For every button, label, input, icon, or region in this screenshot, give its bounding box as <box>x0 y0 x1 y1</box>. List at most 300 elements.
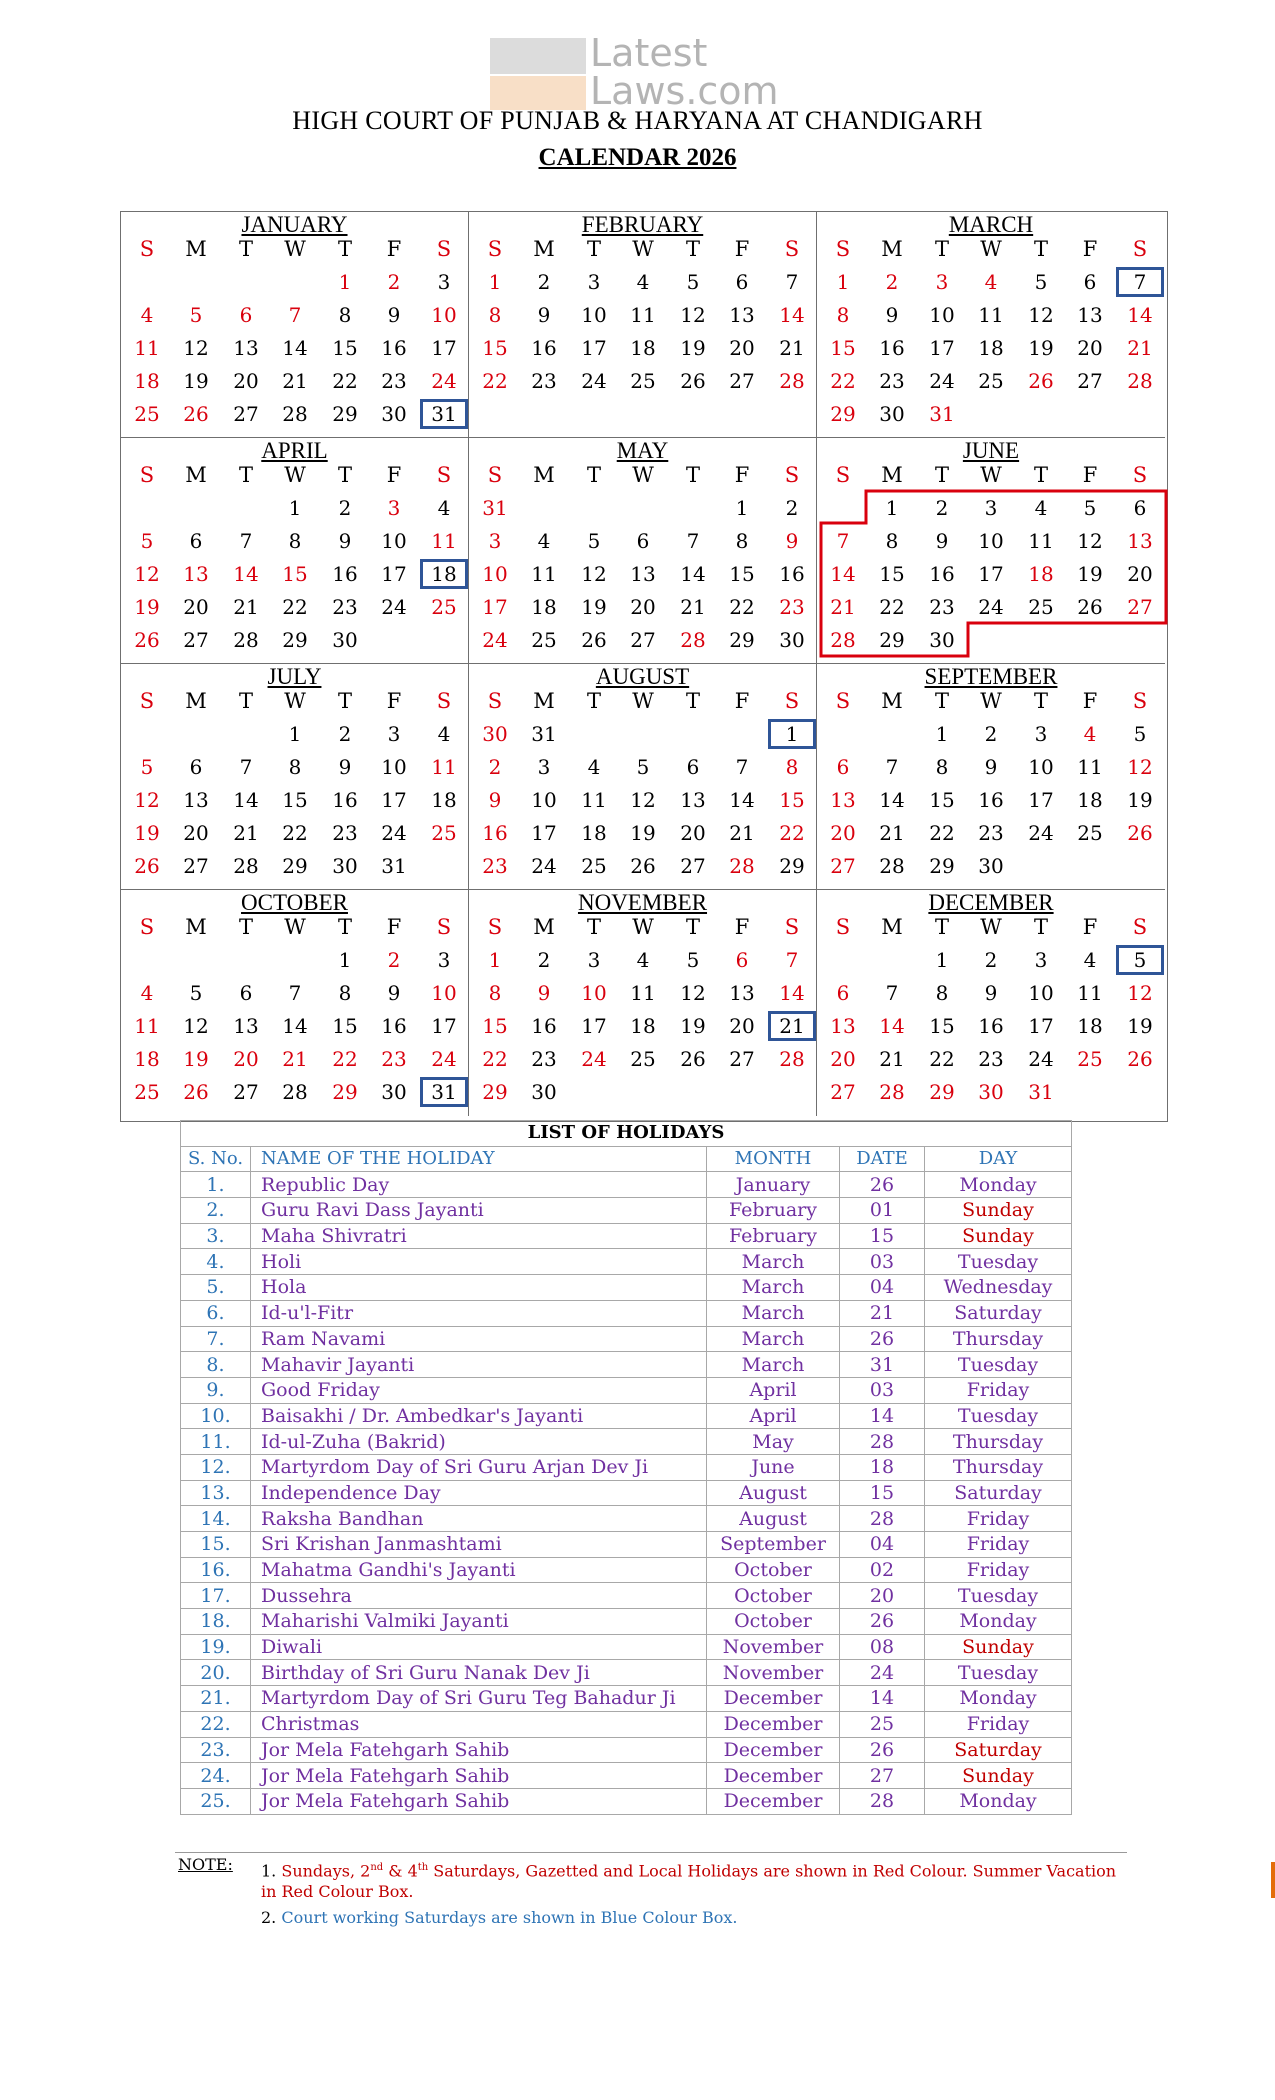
day-cell: 7 <box>239 755 253 779</box>
day-cell: 20 <box>729 336 755 360</box>
table-row <box>181 1300 1072 1326</box>
day-cell: 25 <box>134 402 160 426</box>
day-cell: 8 <box>735 529 749 553</box>
weekday-header: F <box>1082 915 1098 939</box>
day-cell: 10 <box>531 788 557 812</box>
watermark-line2: Laws.com <box>590 69 779 113</box>
weekday-header: W <box>284 463 306 487</box>
day-cell: 21 <box>233 821 259 845</box>
month-name: DECEMBER <box>928 890 1054 915</box>
cell-nm: Jor Mela Fatehgarh Sahib <box>251 1737 707 1763</box>
day-cell: 15 <box>779 788 805 812</box>
day-cell: 30 <box>381 1080 407 1104</box>
cell-dt: 03 <box>840 1377 925 1403</box>
month-august <box>469 664 817 890</box>
weekday-header: F <box>386 463 402 487</box>
weekday-header: W <box>632 463 654 487</box>
day-cell: 21 <box>879 821 905 845</box>
day-cell: 11 <box>134 336 160 360</box>
weekday-header: T <box>1033 237 1048 261</box>
weekday-header: S <box>436 237 452 261</box>
day-cell: 18 <box>134 1047 160 1071</box>
day-cell: 30 <box>381 402 407 426</box>
cell-sn: 25. <box>181 1788 251 1814</box>
day-cell: 2 <box>338 496 352 520</box>
month-june <box>817 438 1165 664</box>
day-cell: 20 <box>1077 336 1103 360</box>
day-cell: 26 <box>581 628 607 652</box>
day-cell: 2 <box>984 948 998 972</box>
page-edge-mark <box>1271 1862 1275 1898</box>
day-cell: 18 <box>1028 562 1054 586</box>
weekday-header: M <box>533 915 555 939</box>
cell-mo: April <box>707 1377 840 1403</box>
day-cell: 14 <box>680 562 706 586</box>
day-cell: 20 <box>233 369 259 393</box>
day-cell: 15 <box>729 562 755 586</box>
month-may <box>469 438 817 664</box>
day-cell: 27 <box>729 369 755 393</box>
weekday-header: S <box>835 689 851 713</box>
day-cell: 12 <box>183 1014 209 1038</box>
day-cell: 28 <box>233 854 259 878</box>
day-cell: 24 <box>581 1047 607 1071</box>
weekday-header: F <box>734 463 750 487</box>
month-name: NOVEMBER <box>577 890 708 915</box>
day-cell: 10 <box>431 303 457 327</box>
day-cell: 1 <box>836 270 850 294</box>
day-cell: 27 <box>630 628 656 652</box>
day-cell: 27 <box>233 402 259 426</box>
day-cell: 21 <box>779 336 805 360</box>
day-cell: 15 <box>929 1014 955 1038</box>
cell-dt: 02 <box>840 1557 925 1583</box>
day-cell: 22 <box>332 1047 358 1071</box>
day-cell: 17 <box>381 562 407 586</box>
day-cell: 1 <box>288 496 302 520</box>
day-cell: 23 <box>381 369 407 393</box>
table-row <box>181 1686 1072 1712</box>
day-cell: 30 <box>929 628 955 652</box>
day-cell: 24 <box>531 854 557 878</box>
day-cell: 31 <box>929 402 955 426</box>
day-cell: 16 <box>879 336 905 360</box>
weekday-header: T <box>337 237 352 261</box>
day-cell: 3 <box>587 948 601 972</box>
day-cell: 21 <box>879 1047 905 1071</box>
weekday-header: M <box>881 915 903 939</box>
day-cell: 24 <box>482 628 508 652</box>
month-name: MAY <box>616 438 669 463</box>
day-cell: 7 <box>885 981 899 1005</box>
latestlaws-watermark <box>490 31 790 114</box>
cell-dt: 26 <box>840 1737 925 1763</box>
day-cell: 7 <box>885 755 899 779</box>
day-cell: 29 <box>282 628 308 652</box>
day-cell: 11 <box>581 788 607 812</box>
day-cell: 29 <box>929 1080 955 1104</box>
day-cell: 14 <box>729 788 755 812</box>
cell-mo: October <box>707 1609 840 1635</box>
column-header-sn: S. No. <box>181 1146 251 1172</box>
day-cell: 19 <box>630 821 656 845</box>
day-cell: 14 <box>282 336 308 360</box>
month-name: APRIL <box>261 438 328 463</box>
cell-sn: 2. <box>181 1198 251 1224</box>
cell-nm: Raksha Bandhan <box>251 1506 707 1532</box>
day-cell: 14 <box>233 562 259 586</box>
weekday-header: F <box>734 689 750 713</box>
day-cell: 17 <box>431 336 457 360</box>
month-december <box>817 890 1165 1116</box>
day-cell: 3 <box>387 722 401 746</box>
day-cell: 14 <box>1127 303 1153 327</box>
cell-sn: 4. <box>181 1249 251 1275</box>
cell-nm: Christmas <box>251 1711 707 1737</box>
day-cell: 13 <box>680 788 706 812</box>
day-cell: 6 <box>686 755 700 779</box>
cell-dt: 26 <box>840 1326 925 1352</box>
holiday-list-header-row <box>181 1146 1072 1172</box>
weekday-header: S <box>1132 463 1148 487</box>
cell-dt: 18 <box>840 1454 925 1480</box>
cell-sn: 11. <box>181 1429 251 1455</box>
weekday-header: T <box>685 237 700 261</box>
table-row <box>181 1480 1072 1506</box>
day-cell: 13 <box>233 336 259 360</box>
day-cell: 15 <box>332 336 358 360</box>
weekday-header: W <box>980 463 1002 487</box>
day-cell: 25 <box>431 821 457 845</box>
day-cell: 27 <box>1077 369 1103 393</box>
weekday-header: M <box>185 463 207 487</box>
cell-dy: Friday <box>925 1377 1072 1403</box>
day-cell: 1 <box>488 948 502 972</box>
weekday-header: T <box>685 689 700 713</box>
holiday-list-table <box>180 1120 1072 1815</box>
day-cell: 28 <box>729 854 755 878</box>
cell-sn: 7. <box>181 1326 251 1352</box>
day-cell: 7 <box>735 755 749 779</box>
cell-sn: 17. <box>181 1583 251 1609</box>
day-cell: 16 <box>332 562 358 586</box>
day-cell: 6 <box>239 303 253 327</box>
day-cell: 20 <box>630 595 656 619</box>
cell-sn: 12. <box>181 1454 251 1480</box>
weekday-header: T <box>586 915 601 939</box>
day-cell: 8 <box>338 981 352 1005</box>
day-cell: 18 <box>134 369 160 393</box>
day-cell: 16 <box>482 821 508 845</box>
day-cell: 19 <box>134 595 160 619</box>
day-cell: 19 <box>1127 788 1153 812</box>
day-cell: 23 <box>482 854 508 878</box>
day-cell: 5 <box>587 529 601 553</box>
day-cell: 12 <box>134 788 160 812</box>
day-cell: 9 <box>338 529 352 553</box>
day-cell: 14 <box>233 788 259 812</box>
weekday-header: T <box>685 463 700 487</box>
cell-dt: 08 <box>840 1634 925 1660</box>
cell-mo: December <box>707 1788 840 1814</box>
day-cell: 27 <box>680 854 706 878</box>
day-cell: 20 <box>183 595 209 619</box>
day-cell: 2 <box>537 270 551 294</box>
day-cell: 27 <box>183 854 209 878</box>
day-cell: 19 <box>1077 562 1103 586</box>
day-cell: 11 <box>1028 529 1054 553</box>
day-cell: 11 <box>1077 755 1103 779</box>
day-cell: 21 <box>233 595 259 619</box>
cell-nm: Martyrdom Day of Sri Guru Arjan Dev Ji <box>251 1454 707 1480</box>
day-cell: 1 <box>935 948 949 972</box>
day-cell: 15 <box>482 336 508 360</box>
weekday-header: T <box>1033 689 1048 713</box>
weekday-header: T <box>934 237 949 261</box>
day-cell: 26 <box>183 1080 209 1104</box>
weekday-header: T <box>337 915 352 939</box>
day-cell: 24 <box>1028 1047 1054 1071</box>
day-cell: 9 <box>984 755 998 779</box>
day-cell: 12 <box>1028 303 1054 327</box>
day-cell: 17 <box>531 821 557 845</box>
day-cell: 30 <box>531 1080 557 1104</box>
day-cell: 17 <box>978 562 1004 586</box>
cell-nm: Jor Mela Fatehgarh Sahib <box>251 1763 707 1789</box>
weekday-header: W <box>980 237 1002 261</box>
cell-nm: Diwali <box>251 1634 707 1660</box>
cell-mo: March <box>707 1275 840 1301</box>
day-cell: 26 <box>630 854 656 878</box>
day-cell: 2 <box>785 496 799 520</box>
scales-logo-icon <box>490 38 586 110</box>
cell-mo: February <box>707 1223 840 1249</box>
weekday-header: T <box>238 689 253 713</box>
day-cell: 26 <box>1127 1047 1153 1071</box>
day-cell: 24 <box>381 595 407 619</box>
day-cell: 9 <box>387 303 401 327</box>
month-february <box>469 212 817 438</box>
cell-mo: March <box>707 1326 840 1352</box>
month-september <box>817 664 1165 890</box>
day-cell: 29 <box>879 628 905 652</box>
weekday-header: W <box>632 237 654 261</box>
cell-dt: 26 <box>840 1609 925 1635</box>
weekday-header: T <box>685 915 700 939</box>
day-cell: 9 <box>935 529 949 553</box>
month-name: JUNE <box>962 438 1020 463</box>
cell-sn: 3. <box>181 1223 251 1249</box>
day-cell: 22 <box>879 595 905 619</box>
day-cell: 13 <box>830 1014 856 1038</box>
day-cell: 6 <box>1083 270 1097 294</box>
day-cell: 17 <box>431 1014 457 1038</box>
day-cell: 30 <box>482 722 508 746</box>
day-cell: 25 <box>630 369 656 393</box>
month-march <box>817 212 1165 438</box>
weekday-header: F <box>1082 237 1098 261</box>
weekday-header: S <box>487 689 503 713</box>
day-cell: 3 <box>488 529 502 553</box>
day-cell: 13 <box>630 562 656 586</box>
cell-dy: Sunday <box>925 1223 1072 1249</box>
day-cell: 26 <box>680 1047 706 1071</box>
table-row <box>181 1326 1072 1352</box>
weekday-header: M <box>533 463 555 487</box>
table-row <box>181 1223 1072 1249</box>
day-cell: 24 <box>978 595 1004 619</box>
day-cell: 27 <box>183 628 209 652</box>
day-cell: 19 <box>1028 336 1054 360</box>
day-cell: 31 <box>531 722 557 746</box>
watermark-text <box>590 31 779 113</box>
day-cell: 7 <box>288 981 302 1005</box>
day-cell: 3 <box>437 270 451 294</box>
cell-dy: Friday <box>925 1506 1072 1532</box>
calendar-year-label: CALENDAR 2026 <box>538 144 737 171</box>
weekday-header: T <box>934 689 949 713</box>
day-cell: 9 <box>537 303 551 327</box>
cell-dy: Tuesday <box>925 1249 1072 1275</box>
month-name: JANUARY <box>241 212 348 237</box>
day-cell: 30 <box>978 854 1004 878</box>
cell-nm: Republic Day <box>251 1172 707 1198</box>
weekday-header: S <box>436 689 452 713</box>
cell-sn: 21. <box>181 1686 251 1712</box>
cell-nm: Dussehra <box>251 1583 707 1609</box>
day-cell: 6 <box>735 948 749 972</box>
day-cell: 3 <box>387 496 401 520</box>
column-header-dy: DAY <box>925 1146 1072 1172</box>
weekday-header: M <box>881 237 903 261</box>
day-cell: 12 <box>1077 529 1103 553</box>
cell-nm: Maharishi Valmiki Jayanti <box>251 1609 707 1635</box>
day-cell: 6 <box>836 981 850 1005</box>
day-cell: 6 <box>1133 496 1147 520</box>
day-cell: 28 <box>779 369 805 393</box>
cell-dy: Sunday <box>925 1763 1072 1789</box>
cell-nm: Guru Ravi Dass Jayanti <box>251 1198 707 1224</box>
day-cell: 13 <box>1127 529 1153 553</box>
day-cell: 17 <box>581 336 607 360</box>
day-cell: 31 <box>1028 1080 1054 1104</box>
note-label: NOTE: <box>178 1855 233 1874</box>
cell-mo: September <box>707 1532 840 1558</box>
weekday-header: W <box>284 237 306 261</box>
day-cell: 5 <box>686 270 700 294</box>
day-cell: 22 <box>779 821 805 845</box>
month-name: SEPTEMBER <box>924 664 1058 689</box>
day-cell: 15 <box>282 562 308 586</box>
weekday-header: M <box>185 915 207 939</box>
cell-dy: Thursday <box>925 1429 1072 1455</box>
day-cell: 8 <box>288 755 302 779</box>
note-2-text: Court working Saturdays are shown in Blue Colour Box. <box>281 1908 738 1927</box>
day-cell: 11 <box>531 562 557 586</box>
day-cell: 22 <box>929 821 955 845</box>
note-1-text-a: Sundays, 2 <box>281 1861 371 1881</box>
cell-dt: 21 <box>840 1300 925 1326</box>
weekday-header: T <box>586 463 601 487</box>
day-cell: 21 <box>282 369 308 393</box>
day-cell: 16 <box>929 562 955 586</box>
day-cell: 29 <box>332 402 358 426</box>
day-cell: 6 <box>636 529 650 553</box>
day-cell: 29 <box>830 402 856 426</box>
day-cell: 23 <box>929 595 955 619</box>
cell-nm: Ram Navami <box>251 1326 707 1352</box>
cell-sn: 10. <box>181 1403 251 1429</box>
weekday-header: F <box>386 689 402 713</box>
month-january <box>121 212 469 438</box>
day-cell: 10 <box>1028 755 1054 779</box>
day-cell: 2 <box>488 755 502 779</box>
month-name: OCTOBER <box>241 890 348 915</box>
day-cell: 1 <box>768 719 816 749</box>
day-cell: 26 <box>1077 595 1103 619</box>
day-cell: 7 <box>836 529 850 553</box>
day-cell: 13 <box>183 562 209 586</box>
table-row <box>181 1711 1072 1737</box>
day-cell: 20 <box>183 821 209 845</box>
cell-nm: Holi <box>251 1249 707 1275</box>
cell-mo: December <box>707 1711 840 1737</box>
cell-mo: October <box>707 1557 840 1583</box>
cell-mo: January <box>707 1172 840 1198</box>
weekday-header: F <box>734 237 750 261</box>
day-cell: 19 <box>581 595 607 619</box>
day-cell: 25 <box>581 854 607 878</box>
day-cell: 14 <box>779 981 805 1005</box>
day-cell: 19 <box>183 1047 209 1071</box>
month-name: MARCH <box>948 212 1034 237</box>
day-cell: 17 <box>1028 1014 1054 1038</box>
day-cell: 5 <box>686 948 700 972</box>
day-cell: 5 <box>1034 270 1048 294</box>
day-cell: 25 <box>978 369 1004 393</box>
day-cell: 21 <box>1127 336 1153 360</box>
column-header-dt: DATE <box>840 1146 925 1172</box>
cell-dt: 01 <box>840 1198 925 1224</box>
day-cell: 1 <box>735 496 749 520</box>
day-cell: 14 <box>879 788 905 812</box>
cell-dy: Monday <box>925 1172 1072 1198</box>
table-row <box>181 1737 1072 1763</box>
cell-sn: 19. <box>181 1634 251 1660</box>
day-cell: 27 <box>729 1047 755 1071</box>
day-cell: 27 <box>830 854 856 878</box>
weekday-header: W <box>284 915 306 939</box>
page-title: HIGH COURT OF PUNJAB & HARYANA AT CHANDIGARH <box>292 106 983 135</box>
weekday-header: M <box>533 689 555 713</box>
day-cell: 9 <box>537 981 551 1005</box>
day-cell: 2 <box>338 722 352 746</box>
day-cell: 6 <box>239 981 253 1005</box>
day-cell: 2 <box>387 948 401 972</box>
day-cell: 22 <box>282 821 308 845</box>
day-cell: 18 <box>531 595 557 619</box>
day-cell: 15 <box>830 336 856 360</box>
day-cell: 20 <box>233 1047 259 1071</box>
cell-sn: 22. <box>181 1711 251 1737</box>
day-cell: 25 <box>431 595 457 619</box>
cell-mo: August <box>707 1480 840 1506</box>
day-cell: 8 <box>935 981 949 1005</box>
holiday-list-caption-row <box>181 1121 1072 1147</box>
day-cell: 4 <box>537 529 551 553</box>
cell-dy: Sunday <box>925 1634 1072 1660</box>
day-cell: 11 <box>431 529 457 553</box>
